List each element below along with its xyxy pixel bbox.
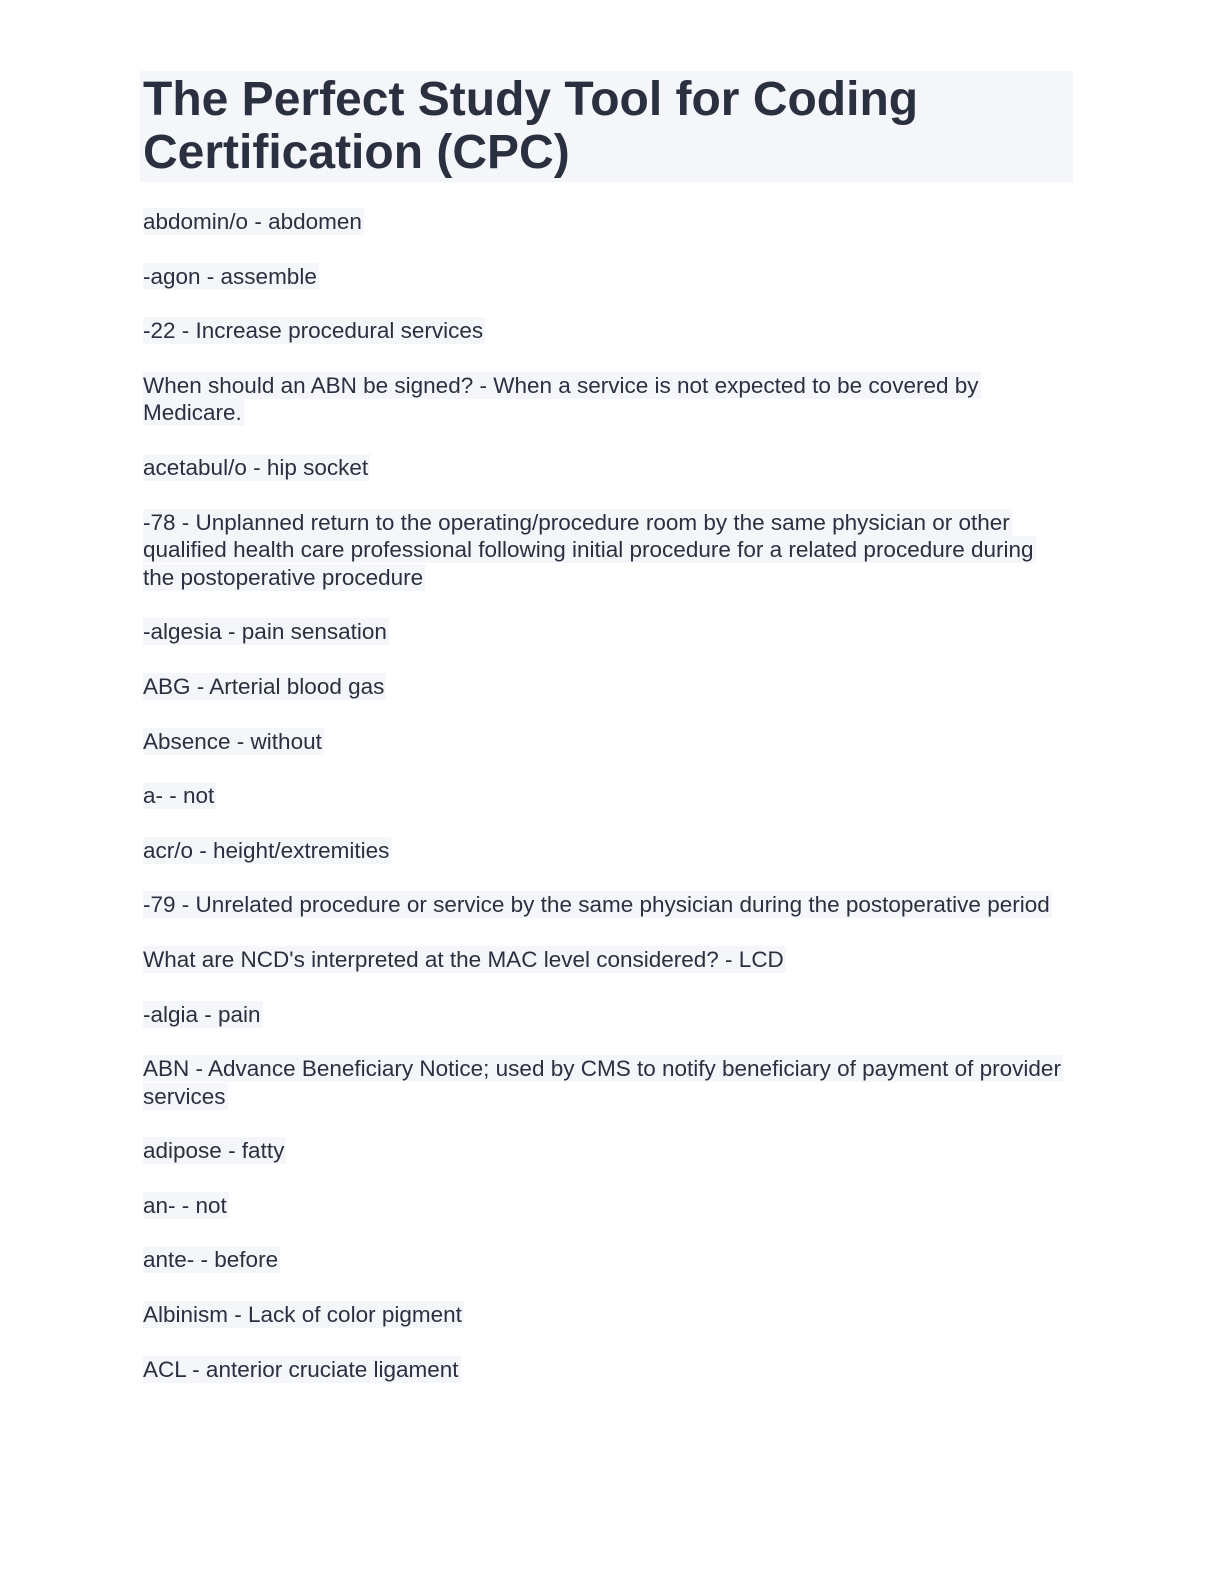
flashcard-entry (143, 946, 1068, 974)
flashcard-entry (143, 372, 1068, 427)
flashcard-text: acr/o - height/extremities (143, 837, 390, 863)
flashcard-text: -79 - Unrelated procedure or service by the same physician during the postoperative period (143, 892, 1050, 918)
flashcard-entry (143, 1192, 1068, 1220)
flashcard-entry (143, 1246, 1068, 1274)
flashcard-text: -78 - Unplanned return to the operating/procedure room by the same physician or other qualified health care professional following initial procedure for a related procedure during the postoperative procedure (143, 509, 1034, 590)
flashcard-entry (143, 618, 1068, 646)
flashcard-entry (143, 454, 1068, 482)
flashcard-text: ABG - Arterial blood gas (143, 673, 385, 699)
flashcard-text: Albinism - Lack of color pigment (143, 1302, 462, 1328)
flashcard-text: adipose - fatty (143, 1138, 285, 1164)
flashcard-entry (143, 728, 1068, 756)
flashcard-text: What are NCD's interpreted at the MAC level considered? - LCD (143, 946, 784, 972)
flashcard-entry (143, 317, 1068, 345)
flashcard-entry (143, 263, 1068, 291)
flashcard-text: a- - not (143, 783, 215, 809)
flashcard-entry (143, 1001, 1068, 1029)
flashcard-entry (143, 1137, 1068, 1165)
flashcard-entry (143, 509, 1068, 592)
title-block (140, 71, 1073, 182)
flashcard-entry (143, 673, 1068, 701)
flashcard-text: acetabul/o - hip socket (143, 454, 369, 480)
page-title: The Perfect Study Tool for Coding Certification (CPC) (143, 73, 919, 179)
flashcard-list (140, 208, 1073, 1383)
flashcard-entry (143, 837, 1068, 865)
flashcard-text: When should an ABN be signed? - When a service is not expected to be covered by Medicare. (143, 372, 979, 426)
flashcard-text: ACL - anterior cruciate ligament (143, 1356, 459, 1382)
flashcard-text: abdomin/o - abdomen (143, 209, 362, 234)
flashcard-entry (143, 782, 1068, 810)
flashcard-text: -algia - pain (143, 1001, 261, 1027)
flashcard-text: -22 - Increase procedural services (143, 318, 484, 344)
flashcard-text: ABN - Advance Beneficiary Notice; used by CMS to notify beneficiary of payment of provider services (143, 1056, 1061, 1109)
flashcard-entry (143, 1356, 1068, 1384)
flashcard-text: ante- - before (143, 1247, 279, 1273)
flashcard-entry (143, 1301, 1068, 1329)
flashcard-entry (143, 208, 1068, 236)
flashcard-text: -agon - assemble (143, 263, 317, 289)
flashcard-entry (143, 891, 1068, 919)
flashcard-entry (143, 1055, 1068, 1110)
flashcard-text: an- - not (143, 1192, 227, 1218)
flashcard-text: -algesia - pain sensation (143, 619, 387, 645)
document-page (140, 71, 1073, 1410)
flashcard-text: Absence - without (143, 728, 322, 754)
